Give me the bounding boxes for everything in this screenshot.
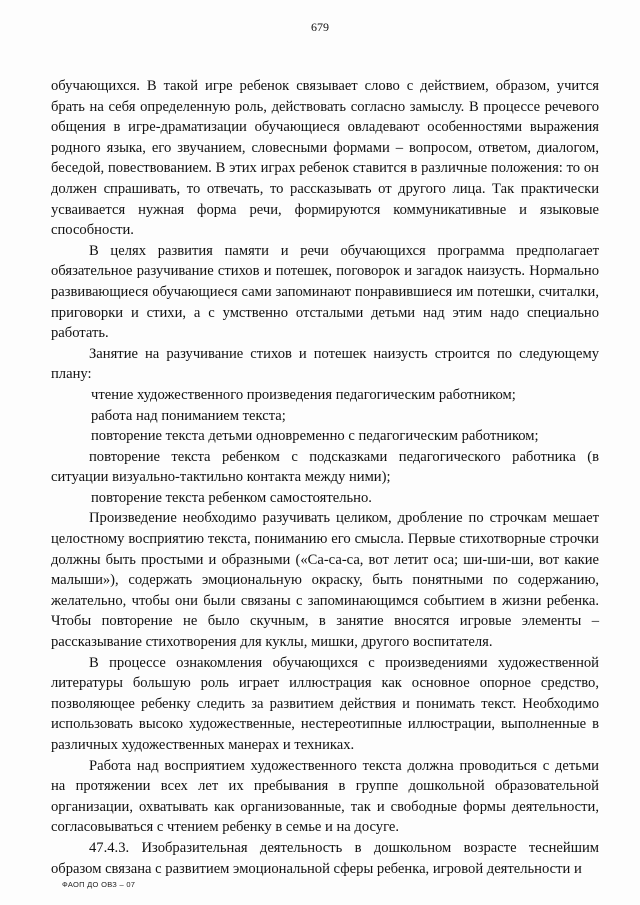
list-item: чтение художественного произведения педагогическим работником; [91,386,516,403]
paragraph: В целях развития памяти и речи обучающихся программа предполагает обязательное разучивание стихов и потешек, поговорок и загадок наизусть. Нормально развивающиеся обучающиеся сами запоминают понравившиеся им потешки, считалки, приговорки и стихи, а с умственно отсталыми детьми над этим надо специально работать. [51,242,599,342]
paragraph: Произведение необходимо разучивать целиком, дробление по строчкам мешает целостному восприятию текста, пониманию его смысла. Первые стихотворные строчки должны быть простыми и образными («Са-са-са, вот летит оса; ши-ши-ши, вот какие малыши»), содержать эмоциональную окраску, быть понятными по содержанию, желательно, чтобы они были связаны с запоминающимся событием в жизни ребенка. Чтобы повторение не было скучным, в занятие вносятся игровые элементы – рассказывание стихотворения для куклы, мишки, другого воспитателя. [51,510,599,651]
page-number: 679 [311,20,329,34]
list-item: работа над пониманием текста; [91,407,286,424]
paragraph: Работа над восприятием художественного текста должна проводиться с детьми на протяжении всех лет их пребывания в группе дошкольной образовательной организации, охватывать как организованные, так и свободные формы деятельности, согласовываться с чтением ребенку в семье и на досуге. [51,757,599,836]
list-item: повторение текста ребенком с подсказками педагогического работника (в ситуации визуально-тактильно контакта между ними); [51,448,599,486]
paragraph: 47.4.3. Изобразительная деятельность в дошкольном возрасте теснейшим образом связана с развитием эмоциональной сферы ребенка, игровой деятельности и [51,839,599,877]
paragraph: В процессе ознакомления обучающихся с произведениями художественной литературы большую роль играет иллюстрация как основное опорное средство, позволяющее ребенку следить за развитием действия и понимать текст. Необходимо использовать высоко художественные, нестереотипные иллюстрации, выполненные в различных художественных манерах и техниках. [51,654,599,753]
body-text [51,76,599,879]
list-item: повторение текста ребенком самостоятельно. [91,489,372,506]
footer-code: ФАОП ДО ОВЗ – 07 [62,880,136,889]
list-item: повторение текста детьми одновременно с педагогическим работником; [91,428,539,445]
paragraph: Занятие на разучивание стихов и потешек наизусть строится по следующему плану: [51,345,599,383]
paragraph: обучающихся. В такой игре ребенок связывает слово с действием, образом, учится брать на себя определенную роль, действовать согласно замыслу. В процессе речевого общения в игре-драматизации обучающиеся овладевают особенностями выражения родного языка, его звучанием, словесными формами – вопросом, ответом, диалогом, беседой, повествованием. В этих играх ребенок ставится в различные положения: то он должен спрашивать, то отвечать, то рассказывать от другого лица. Так практически усваивается нужная форма речи, формируются коммуникативные и языковые способности. [51,78,599,239]
